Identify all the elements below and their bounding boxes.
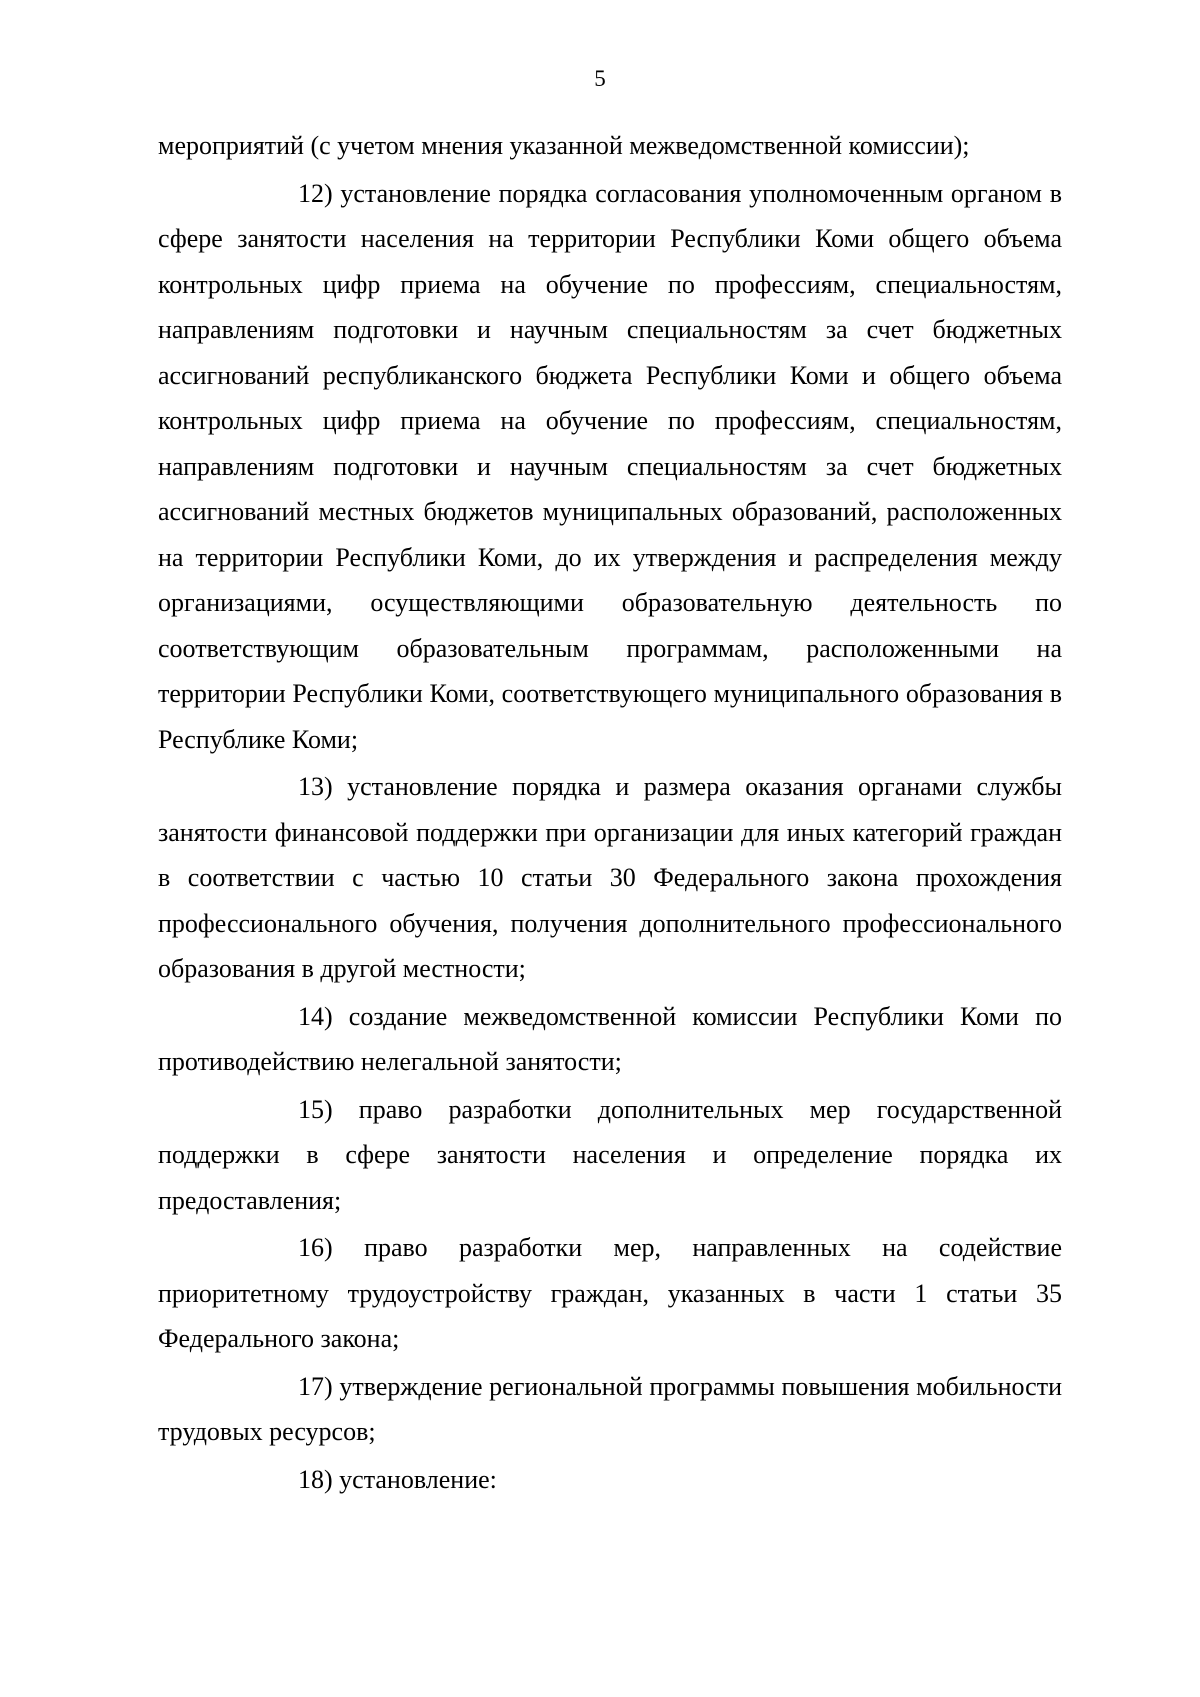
list-item-number: 16): [298, 1233, 333, 1262]
list-item-18: [158, 1457, 1062, 1503]
list-item-17: [158, 1364, 1062, 1455]
list-item-text: право разработки дополнительных мер государственной поддержки в сфере занятости населения и определение порядка их предоставления;: [158, 1094, 1062, 1215]
list-item-text: создание межведомственной комиссии Республики Коми по противодействию нелегальной занятости;: [158, 1001, 1063, 1076]
page-number: 5: [594, 66, 606, 91]
paragraph-text: мероприятий (с учетом мнения указанной межведомственной комиссии);: [158, 131, 970, 160]
list-item-16: [158, 1225, 1062, 1362]
list-item-text: установление:: [339, 1464, 497, 1494]
document-body: [158, 123, 1062, 1502]
list-item-number: 14): [298, 1001, 333, 1031]
list-item-13: [158, 764, 1062, 992]
list-item-number: 12): [298, 178, 333, 208]
list-item-text: установление порядка согласования уполномоченным органом в сфере занятости населения на территории Республики Коми общего объема контрольных цифр приема на обучение по профессиям, специальностям, направлениям подготовки и научным специальностям за счет бюджетных ассигнований республиканского бюджета Республики Коми и общего объема контрольных цифр приема на обучение по профессиям, специальностям, направлениям подготовки и научным специальностям за счет бюджетных ассигнований местных бюджетов муниципальных образований, расположенных на территории Республики Коми, до их утверждения и распределения между организациями, осуществляющими образовательную деятельность по соответствующим образовательным программам, расположенными на территории Республики Коми, соответствующего муниципального образования в Республике Коми;: [158, 178, 1062, 754]
list-item-number: 13): [298, 772, 333, 801]
list-item-number: 18): [298, 1464, 333, 1494]
paragraph-continuation: [158, 123, 1062, 169]
list-item-text: право разработки мер, направленных на содействие приоритетному трудоустройству граждан, указанных в части 1 статьи 35 Федерального закона;: [158, 1233, 1063, 1353]
list-item-14: [158, 994, 1062, 1085]
list-item-12: [158, 171, 1062, 763]
list-item-text: установление порядка и размера оказания органами службы занятости финансовой поддержки при организации для иных категорий граждан в соответствии с частью 10 статьи 30 Федерального закона прохождения профессионального обучения, получения дополнительного профессионального образования в другой местности;: [158, 772, 1062, 983]
list-item-text: утверждение региональной программы повышения мобильности трудовых ресурсов;: [158, 1371, 1062, 1446]
list-item-number: 15): [298, 1094, 333, 1124]
list-item-number: 17): [298, 1371, 333, 1401]
list-item-15: [158, 1087, 1062, 1224]
